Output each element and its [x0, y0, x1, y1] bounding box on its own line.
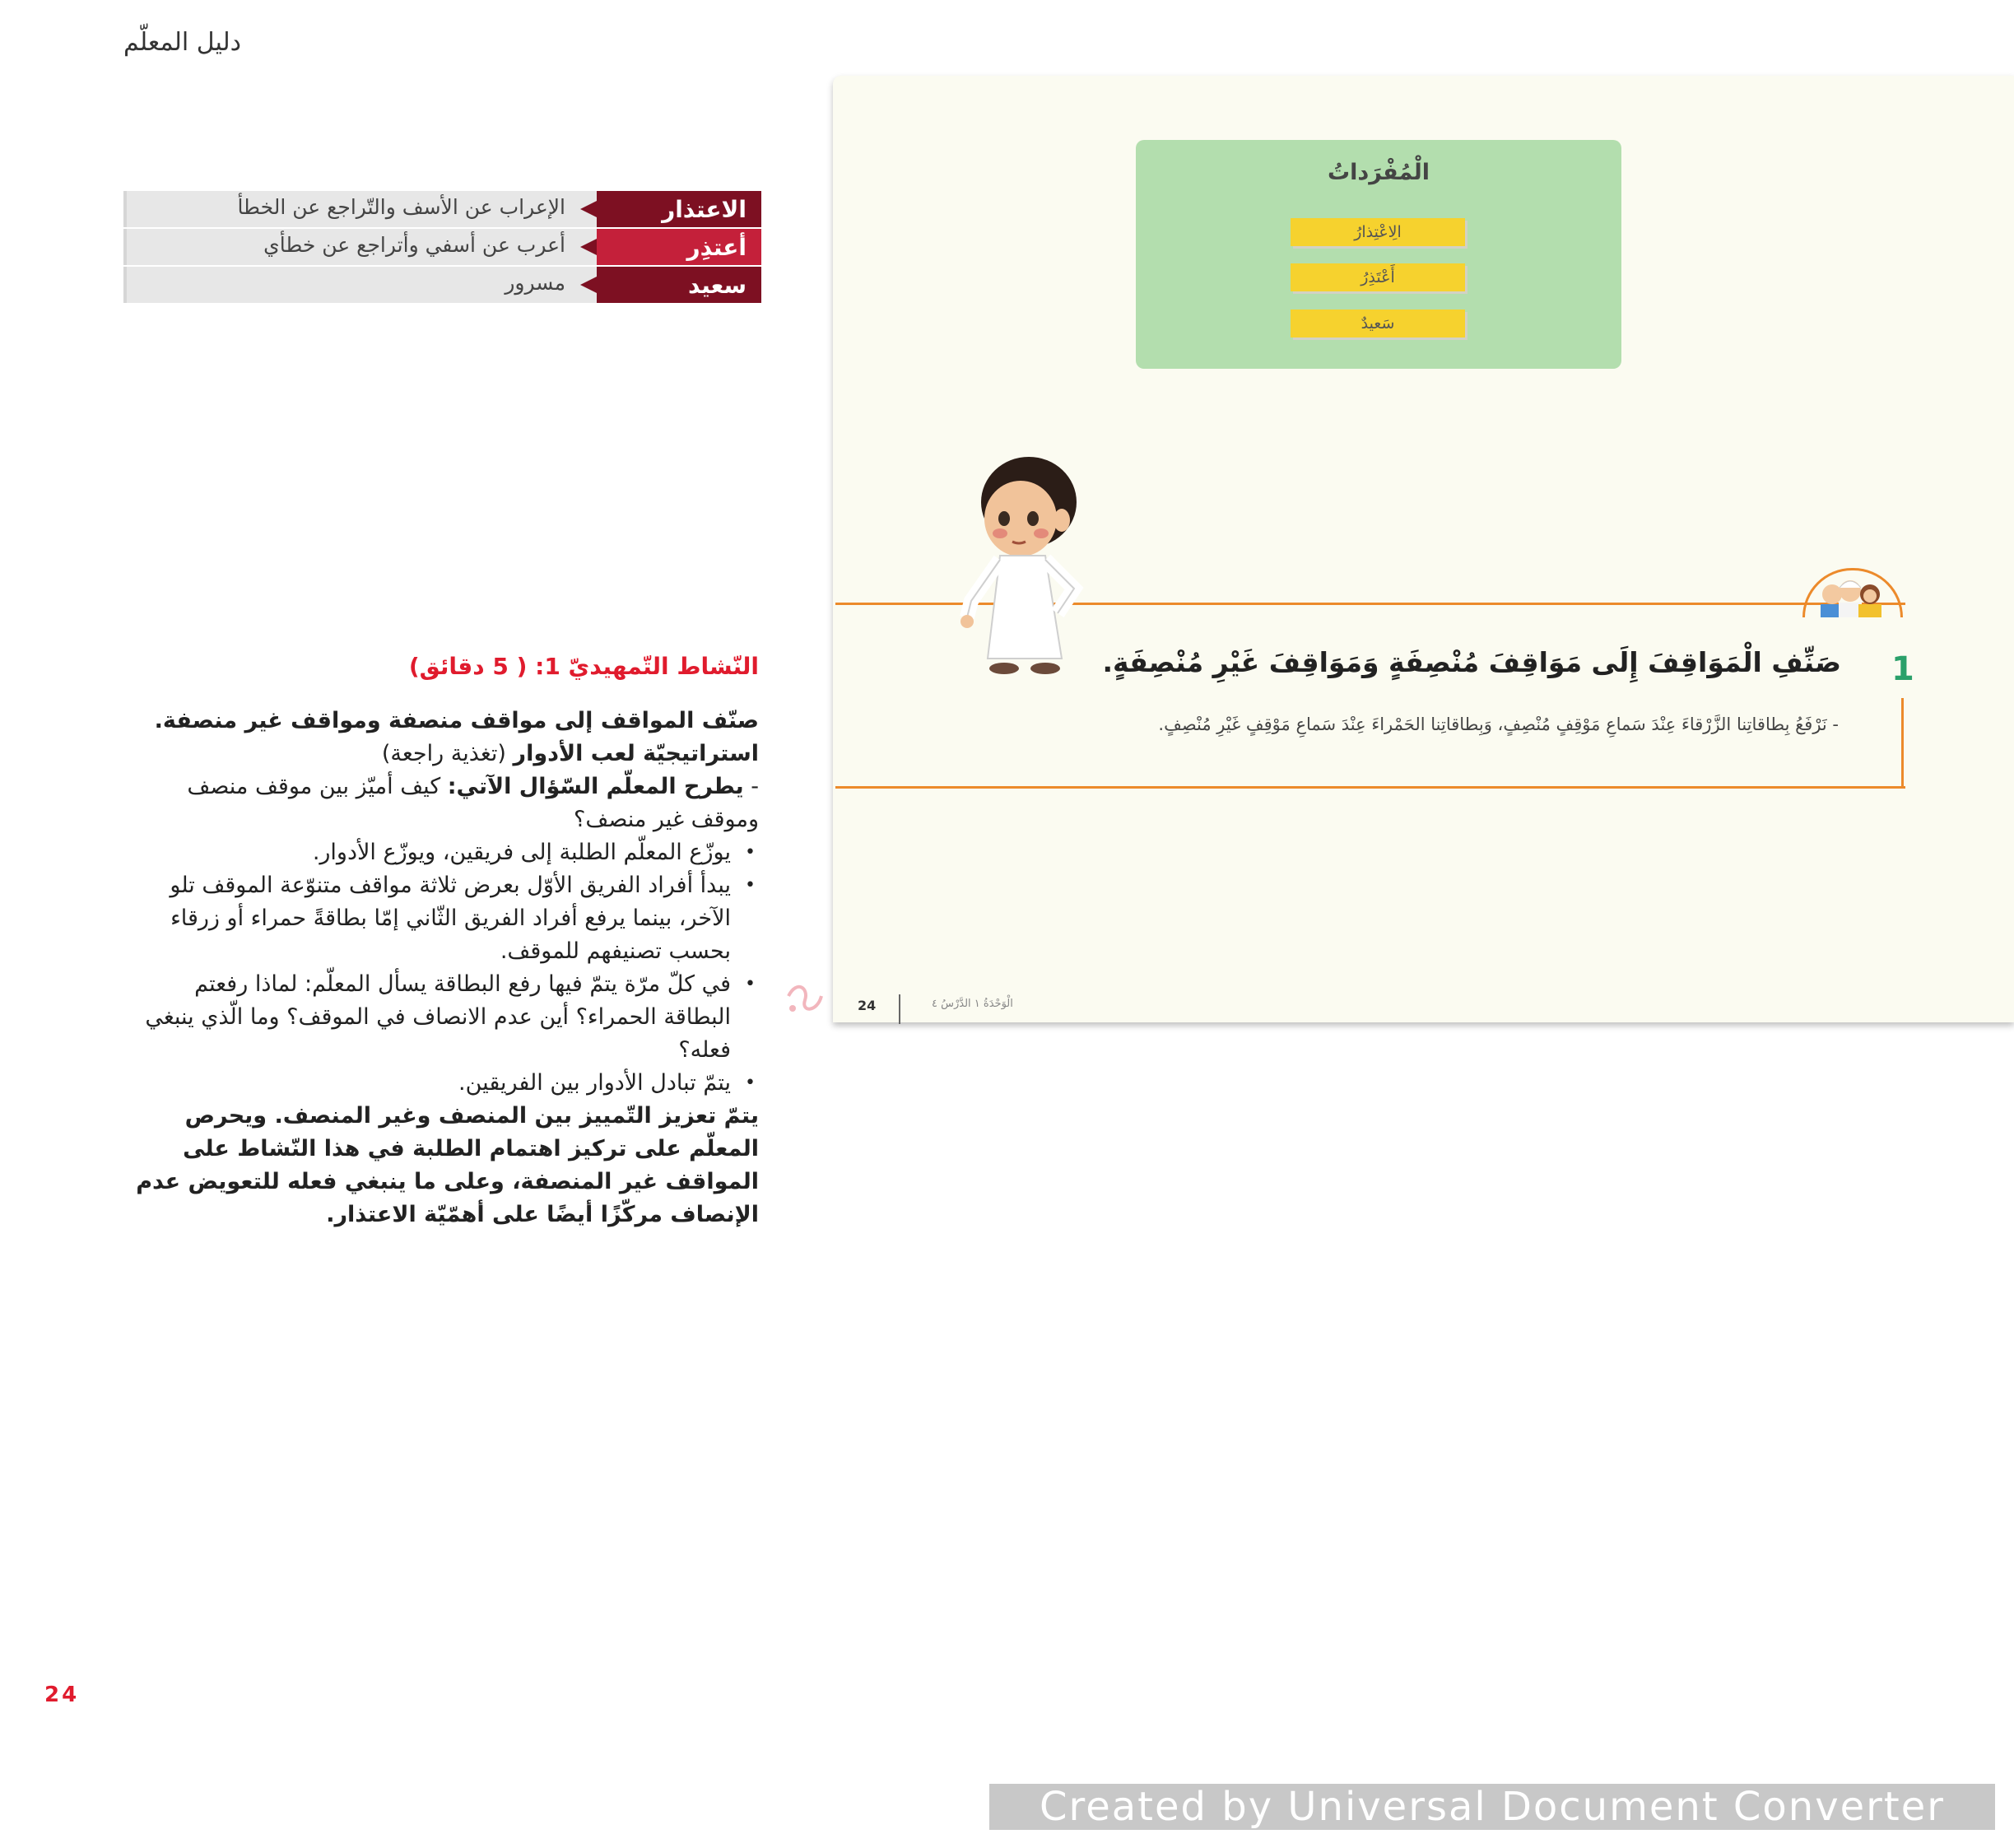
question-text: كيف أميّز بين موقف منصف وموقف غير منصف؟: [187, 774, 759, 832]
vocab-chip: أَعْتَذِرُ: [1291, 263, 1465, 291]
vocabulary-table: [123, 191, 761, 305]
question-text: صَنِّفِ الْمَوَاقِفَ إِلَى مَوَاقِفَ مُنْصِفَةٍ وَمَوَاقِفَ غَيْرِ مُنْصِفَةٍ.: [1102, 646, 1841, 678]
vocab-definition: الإعراب عن الأسف والتّراجع عن الخطأ: [127, 191, 597, 227]
preview-page-number: 24: [858, 998, 877, 1013]
guide-header-title: دليل المعلّم: [123, 28, 241, 57]
vocab-word: الاعتذار: [597, 191, 761, 227]
vocab-definition: أعرب عن أسفي وأتراجع عن خطأي: [127, 229, 597, 265]
footer-separator: [899, 994, 900, 1024]
vocab-chip: الِاعْتِذارُ: [1291, 218, 1465, 246]
question-line: [125, 770, 759, 836]
list-item: • يوزّع المعلّم الطلبة إلى فريقين، ويوزّع الأدوار.: [125, 836, 731, 869]
vocab-definition: مسرور: [127, 267, 597, 303]
strategy-note: (تغذية راجعة): [381, 741, 514, 766]
strategy-line: [125, 738, 759, 770]
list-item: • يبدأ أفراد الفريق الأوّل بعرض ثلاثة مواقف متنوّعة الموقف تلو الآخر، بينما يرفع أفراد الفريق الثّاني إمّا بطاقةً حمراء أو زرقاء بحسب تصنيفهم للموقف.: [125, 869, 731, 968]
vocab-row: [123, 229, 761, 265]
orange-divider: [835, 786, 1905, 789]
question-number: 1: [1891, 650, 1914, 688]
stamp-mark: [780, 963, 830, 1021]
vocab-row: [123, 191, 761, 227]
activity-closing: يتمّ تعزيز التّمييز بين المنصف وغير المنصف. ويحرص المعلّم على تركيز اهتمام الطلبة في هذا النّشاط على المواقف غير المنصفة، وعلى ما ينبغي فعله للتعويض عدم الإنصاف مركّزًا أيضًا على أهمّيّة الاعتذار.: [136, 1103, 759, 1227]
activity-steps-list: [125, 836, 759, 1100]
vocab-word: أعتذِر: [597, 229, 761, 265]
activity-instruction: صنّف المواقف إلى مواقف منصفة ومواقف غير منصفة.: [154, 708, 759, 733]
list-item: • يتمّ تبادل الأدوار بين الفريقين.: [125, 1067, 731, 1100]
textbook-vocab-title: الْمُفْرَداتُ: [1328, 160, 1430, 185]
converter-watermark: Created by Universal Document Converter: [989, 1784, 1995, 1830]
list-item: • في كلّ مرّة يتمّ فيها رفع البطاقة يسأل المعلّم: لماذا رفعتم البطاقة الحمراء؟ أين عدم الانصاف في الموقف؟ وما الّذي ينبغي فعله؟: [125, 968, 731, 1067]
vocab-chip: سَعيدٌ: [1291, 310, 1465, 337]
vocab-word: سعيد: [597, 267, 761, 303]
boy-illustration: [922, 453, 1144, 691]
textbook-vocab-box: [1136, 140, 1621, 369]
question-subtext: - نَرْفَعُ بِطاقاتِنا الزَّرْقاءَ عِنْدَ سَماعِ مَوْقِفٍ مُنْصِفٍ، وَبِطاقاتِنا الحَمْراءَ عِنْدَ سَماعِ مَوْقِفٍ غَيْرِ مُنْصِفٍ.: [1158, 715, 1839, 734]
question-lead: -: [743, 774, 759, 799]
question-label: يطرح المعلّم السّؤال الآتي:: [447, 774, 744, 799]
vocab-row: [123, 267, 761, 303]
group-work-icon: [1809, 576, 1891, 617]
page-number: 24: [44, 1683, 80, 1707]
activity-section: [125, 650, 759, 1231]
strategy-label: استراتيجيّة لعب الأدوار: [513, 741, 759, 766]
preview-unit-reference: الْوَحْدَةُ ١ الدَّرْسُ ٤: [932, 998, 1013, 1010]
orange-bracket: [1901, 698, 1904, 787]
activity-title: النّشاط التّمهيديّ 1: ( 5 دقائق): [408, 653, 759, 680]
